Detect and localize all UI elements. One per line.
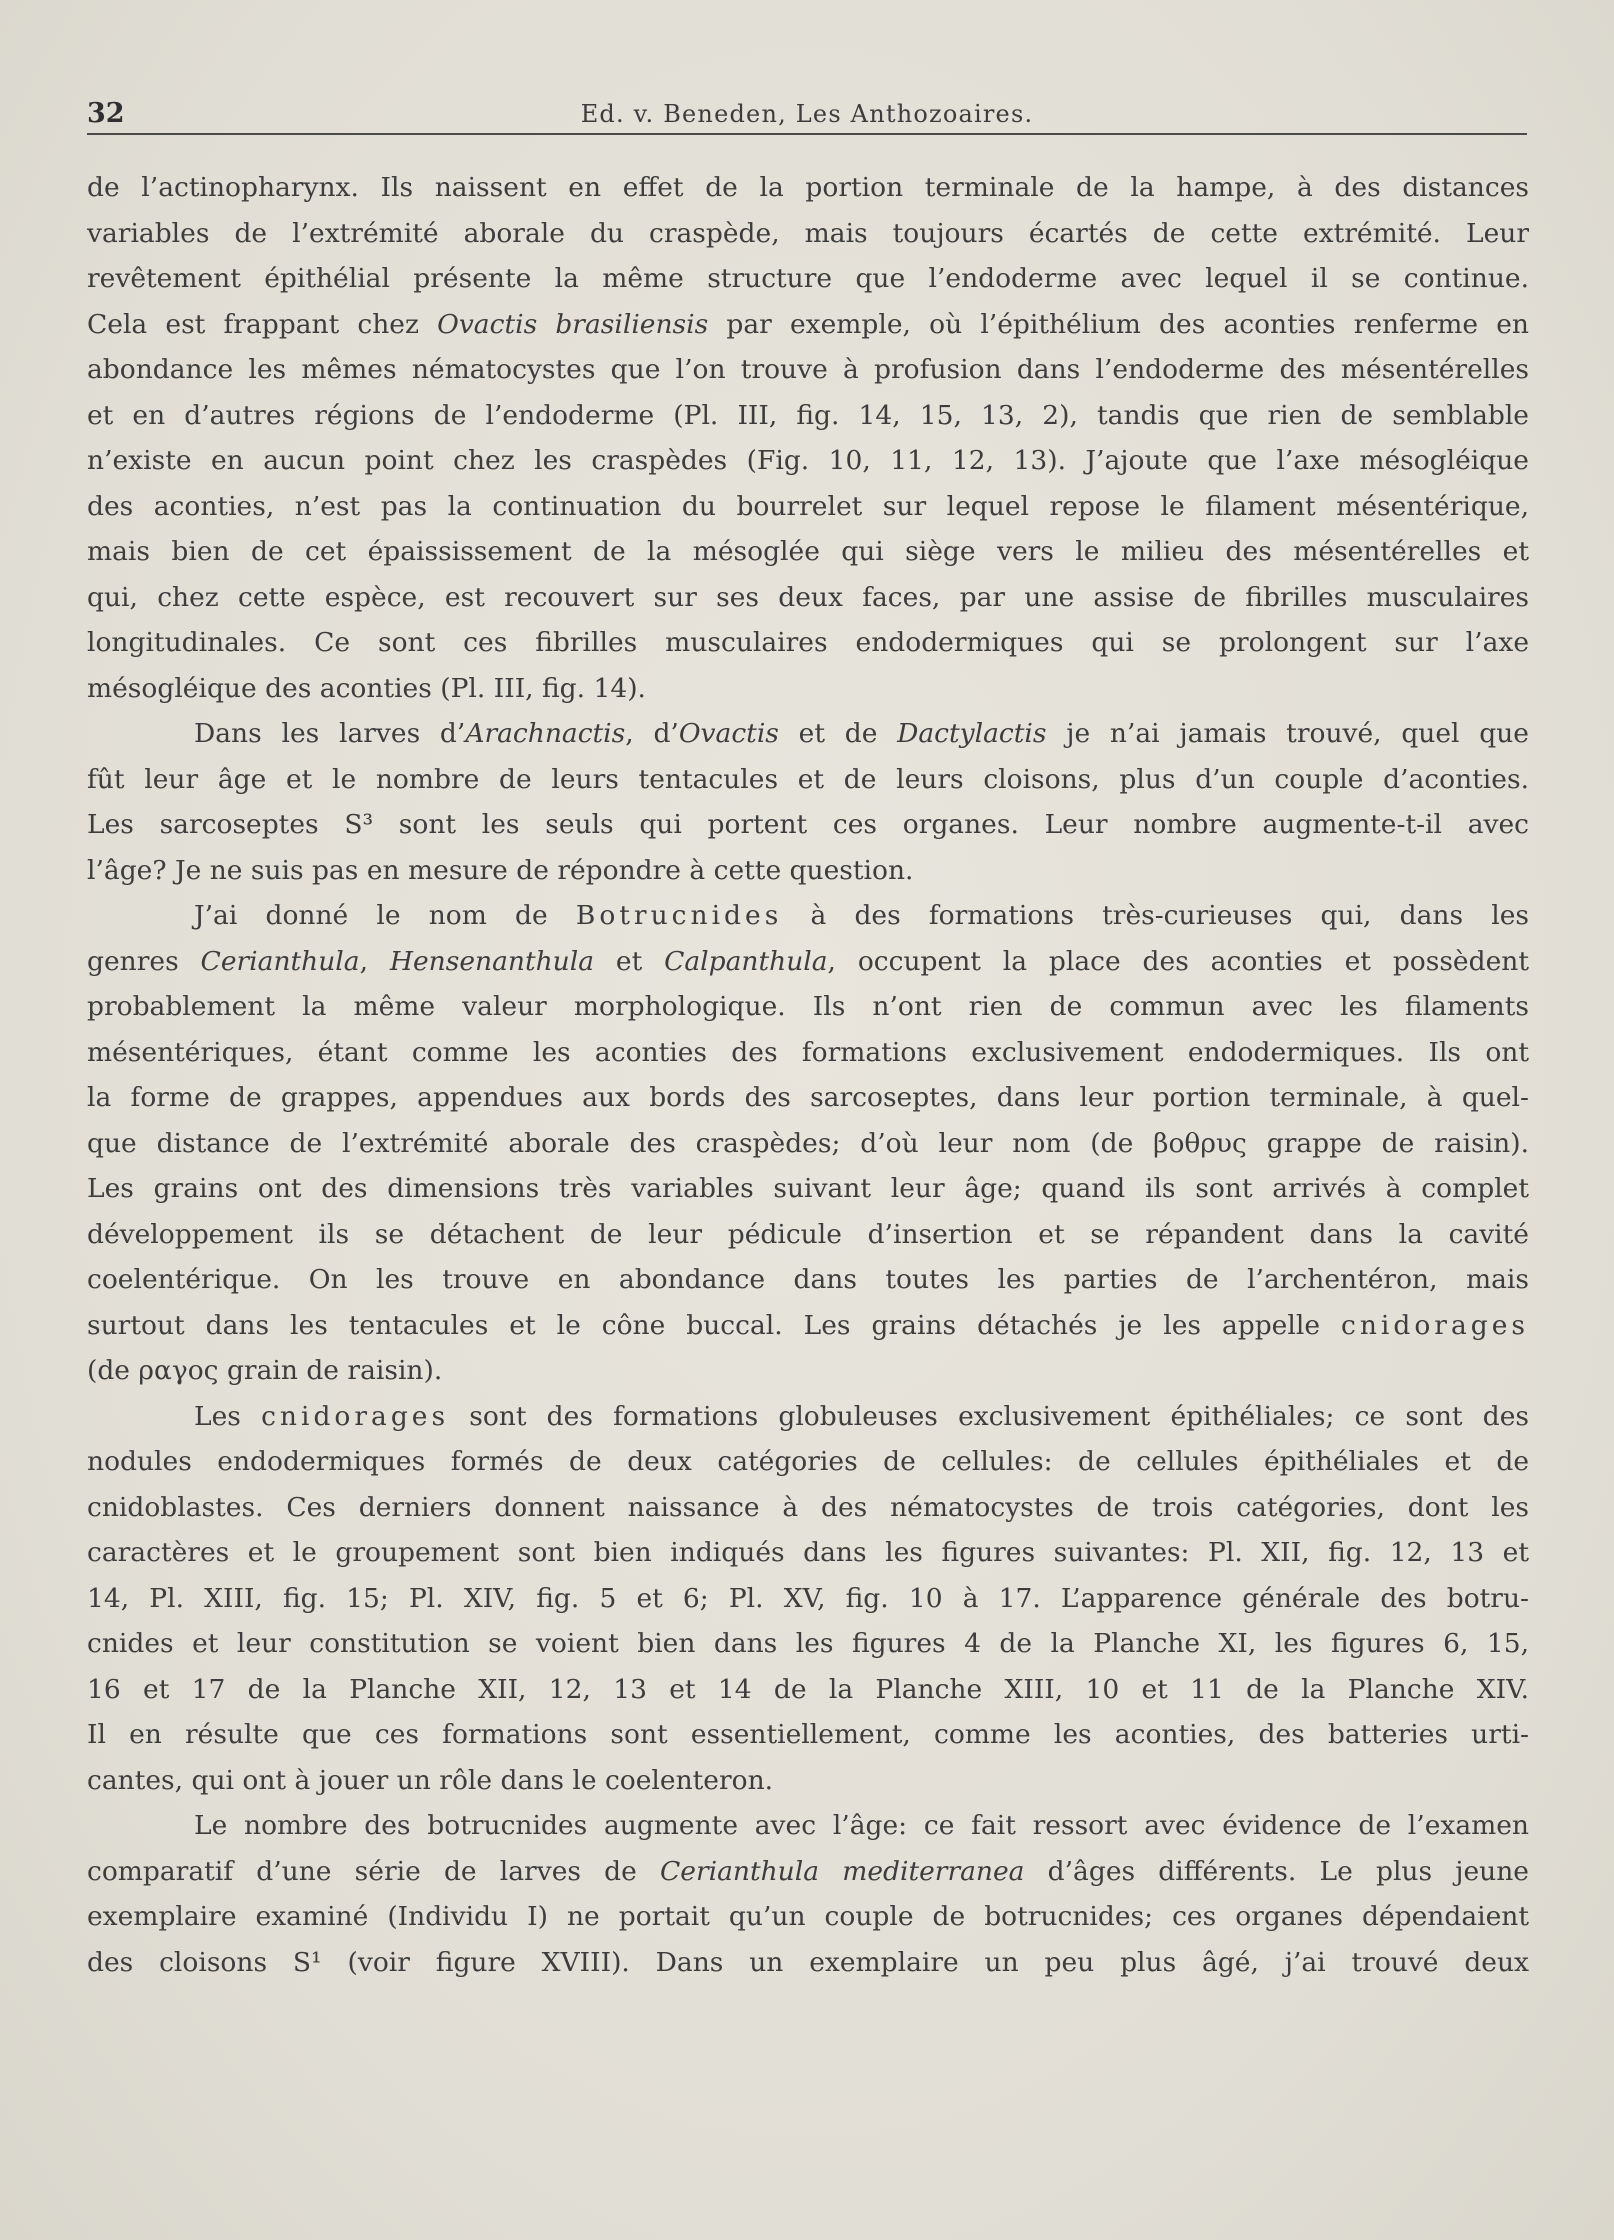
text-line: Les cnidorages sont des formations globuleuses exclusivement épithéliales; ce sont des (194, 1400, 1529, 1432)
text-line: Il en résulte que ces formations sont essentiellement, comme les aconties, des batteries urti- (87, 1719, 1529, 1750)
text-line: fût leur âge et le nombre de leurs tentacules et de leurs cloisons, plus d’un couple d’aconties. (87, 763, 1529, 795)
text-line: J’ai donné le nom de Botrucnides à des formations très-curieuses qui, dans les (194, 900, 1529, 931)
text-line: abondance les mêmes nématocystes que l’on trouve à profusion dans l’endoderme des mésentérelles (87, 354, 1529, 385)
text-line: Les sarcoseptes S³ sont les seuls qui portent ces organes. Leur nombre augmente-t-il avec (87, 809, 1529, 840)
text-line: mésentériques, étant comme les aconties des formations exclusivement endodermiques. Ils ont (87, 1036, 1529, 1068)
text-line: que distance de l’extrémité aborale des craspèdes; d’où leur nom (de βοθρυς grappe de raisin). (87, 1127, 1529, 1159)
text-line: 16 et 17 de la Planche XII, 12, 13 et 14 de la Planche XIII, 10 et 11 de la Planche XIV. (87, 1673, 1529, 1705)
text-line: exemplaire examiné (Individu I) ne portait qu’un couple de botrucnides; ces organes dépendaient (87, 1901, 1529, 1932)
text-line: cnides et leur constitution se voient bien dans les figures 4 de la Planche XI, les figures 6, 15, (87, 1628, 1529, 1659)
text-line: Les grains ont des dimensions très variables suivant leur âge; quand ils sont arrivés à complet (87, 1173, 1529, 1204)
text-line: qui, chez cette espèce, est recouvert sur ses deux faces, par une assise de fibrilles musculaires (87, 581, 1529, 613)
text-line: comparatif d’une série de larves de Cerianthula mediterranea d’âges différents. Le plus jeune (87, 1855, 1529, 1887)
running-title: Ed. v. Beneden, Les Anthozoaires. (580, 100, 1034, 128)
text-line: n’existe en aucun point chez les craspèdes (Fig. 10, 11, 12, 13). J’ajoute que l’axe mésogléique (87, 445, 1529, 476)
text-line: 14, Pl. XIII, fig. 15; Pl. XIV, fig. 5 et 6; Pl. XV, fig. 10 à 17. L’apparence générale des botru- (87, 1582, 1529, 1614)
text-line: cnidoblastes. Ces derniers donnent naissance à des nématocystes de trois catégories, dont les (87, 1491, 1529, 1523)
text-line: longitudinales. Ce sont ces fibrilles musculaires endodermiques qui se prolongent sur l’axe (87, 627, 1529, 658)
text-line: genres Cerianthula, Hensenanthula et Calpanthula, occupent la place des aconties et possèdent (87, 945, 1529, 977)
text-line: (de ραγος grain de raisin). (87, 1355, 443, 1386)
text-line: des cloisons S¹ (voir figure XVIII). Dans un exemplaire un peu plus âgé, j’ai trouvé deux (87, 1946, 1529, 1978)
text-line: l’âge? Je ne suis pas en mesure de répondre à cette question. (87, 854, 914, 886)
text-line: mais bien de cet épaississement de la mésoglée qui siège vers le milieu des mésentérelles et (87, 536, 1529, 567)
text-line: nodules endodermiques formés de deux catégories de cellules: de cellules épithéliales et de (87, 1446, 1529, 1477)
text-line: Cela est frappant chez Ovactis brasiliensis par exemple, où l’épithélium des aconties renferme en (87, 308, 1529, 340)
text-line: Dans les larves d’Arachnactis, d’Ovactis et de Dactylactis je n’ai jamais trouvé, quel que (194, 718, 1529, 749)
text-line: coelentérique. On les trouve en abondance dans toutes les parties de l’archentéron, mais (87, 1264, 1529, 1295)
page-header (87, 98, 1527, 132)
text-line: la forme de grappes, appendues aux bords des sarcoseptes, dans leur portion terminale, à quel- (87, 1082, 1529, 1113)
text-line: de l’actinopharynx. Ils naissent en effet de la portion terminale de la hampe, à des distances (87, 172, 1529, 203)
header-rule (87, 133, 1527, 135)
text-line: cantes, qui ont à jouer un rôle dans le coelenteron. (87, 1764, 774, 1796)
text-line: mésogléique des aconties (Pl. III, fig. 14). (87, 672, 646, 704)
text-line: et en d’autres régions de l’endoderme (Pl. III, fig. 14, 15, 13, 2), tandis que rien de semblable (87, 399, 1529, 431)
text-line: développement ils se détachent de leur pédicule d’insertion et se répandent dans la cavité (87, 1218, 1529, 1250)
text-line: Le nombre des botrucnides augmente avec l’âge: ce fait ressort avec évidence de l’examen (194, 1810, 1529, 1841)
body-text (87, 165, 1529, 1985)
page-number: 32 (87, 98, 125, 129)
text-line: surtout dans les tentacules et le cône buccal. Les grains détachés je les appelle cnidorages (87, 1309, 1529, 1341)
text-line: caractères et le groupement sont bien indiqués dans les figures suivantes: Pl. XII, fig. 12, 13 et (87, 1537, 1529, 1568)
text-line: des aconties, n’est pas la continuation du bourrelet sur lequel repose le filament mésentérique, (87, 490, 1529, 522)
text-line: revêtement épithélial présente la même structure que l’endoderme avec lequel il se continue. (87, 263, 1529, 294)
text-line: variables de l’extrémité aborale du craspède, mais toujours écartés de cette extrémité. Leur (87, 217, 1529, 249)
text-line: probablement la même valeur morphologique. Ils n’ont rien de commun avec les filaments (87, 991, 1529, 1022)
